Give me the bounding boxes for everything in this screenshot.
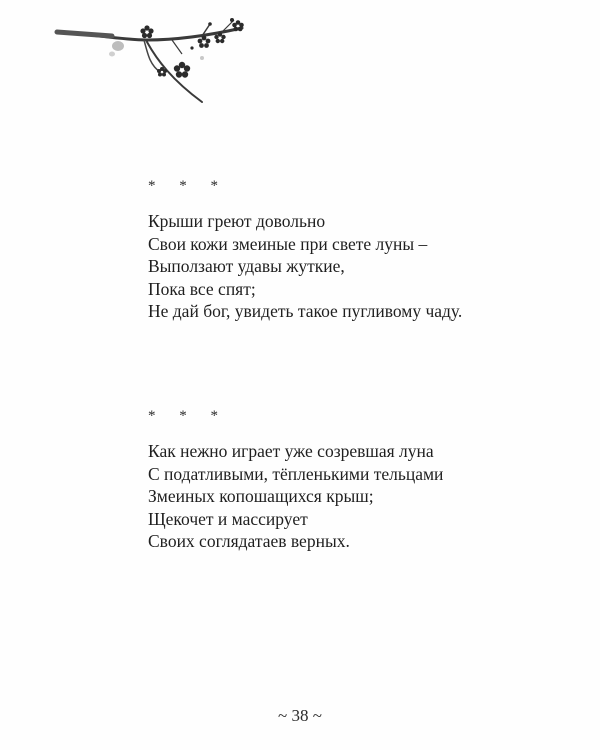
poem-separator: * * * — [148, 178, 228, 194]
poem-line: Не дай бог, увидеть такое пугливому чаду. — [148, 301, 463, 321]
poem-line: Щекочет и массирует — [148, 508, 308, 529]
poem-line: Свои кожи змеиные при свете луны – — [148, 233, 428, 254]
poem-line: Как нежно играет уже созревшая луна — [148, 441, 434, 461]
poem-line: Выползают удавы жуткие, — [148, 256, 345, 276]
poem-line: Своих соглядатаев верных. — [148, 531, 350, 551]
cherry-blossom-branch-icon — [52, 10, 262, 110]
poem-2 — [148, 406, 548, 553]
poem-1 — [148, 176, 548, 323]
poem-line: С податливыми, тёпленькими тельцами — [148, 463, 444, 484]
poem-line: Крыши греют довольно — [148, 211, 326, 231]
poem-line: Змеиных копошащихся крыш; — [148, 486, 374, 506]
page-number: ~ 38 ~ — [278, 706, 322, 725]
poem-line: Пока все спят; — [148, 278, 256, 299]
poem-separator: * * * — [148, 408, 228, 424]
